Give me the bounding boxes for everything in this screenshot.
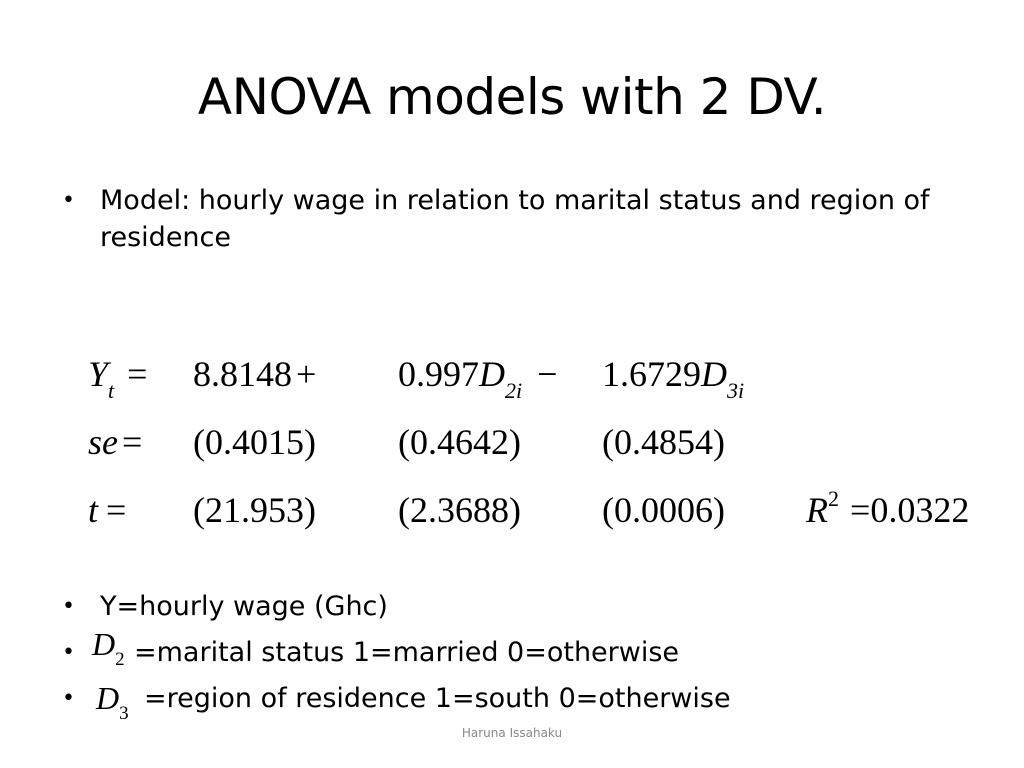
bullet-dot: • bbox=[62, 594, 75, 619]
d3-definition: =region of residence 1=south 0=otherwise bbox=[144, 683, 731, 714]
eq-row1-term1 bbox=[193, 352, 316, 396]
slide-title: ANOVA models with 2 DV. bbox=[197, 68, 827, 126]
r2-eq: = bbox=[850, 490, 871, 530]
r-squared bbox=[806, 488, 969, 537]
eq-row3-label bbox=[88, 488, 126, 532]
var-d3: D bbox=[701, 354, 727, 394]
d3-symbol: $D_3$ bbox=[96, 680, 129, 724]
var-d2: D bbox=[479, 354, 505, 394]
r2-value: 0.0322 bbox=[870, 490, 970, 530]
coef-d3: 1.6729 bbox=[602, 354, 701, 394]
slide-footer: Haruna Issahaku bbox=[461, 726, 563, 740]
coef-d2: 0.997 bbox=[398, 354, 479, 394]
bullet-dot: • bbox=[62, 686, 75, 711]
eq-row1-term3 bbox=[602, 352, 744, 401]
eq-row1-lhs bbox=[88, 352, 147, 401]
se-value-1: (0.4015) bbox=[193, 422, 316, 462]
sub-d2: 2i bbox=[505, 378, 523, 403]
op-plus: + bbox=[296, 354, 317, 394]
t-label: t bbox=[88, 490, 99, 530]
se-value-2: (0.4642) bbox=[398, 422, 521, 462]
t-value-2: (2.3688) bbox=[398, 490, 521, 530]
sub-d3: 3i bbox=[727, 378, 745, 403]
t-eq: = bbox=[106, 490, 127, 530]
bullet-dot: • bbox=[62, 640, 75, 665]
eq-row1-term2 bbox=[398, 352, 557, 401]
r2-var: R bbox=[806, 490, 828, 530]
se-value-3: (0.4854) bbox=[602, 422, 725, 462]
lhs-sub: t bbox=[108, 378, 115, 403]
lhs-var: Y bbox=[88, 354, 109, 394]
y-definition: Y=hourly wage (Ghc) bbox=[100, 591, 388, 622]
t-value-3: (0.0006) bbox=[602, 490, 725, 530]
se-label: se bbox=[88, 422, 118, 462]
d2-symbol: $D_2$ bbox=[92, 626, 125, 670]
r2-sup: 2 bbox=[828, 486, 839, 511]
se-eq: = bbox=[122, 422, 143, 462]
bullet-dot: • bbox=[62, 188, 75, 213]
lhs-eq: = bbox=[127, 354, 148, 394]
eq-row2-label bbox=[88, 420, 142, 464]
d2-definition: =marital status 1=married 0=otherwise bbox=[134, 637, 680, 668]
t-value-1: (21.953) bbox=[193, 490, 316, 530]
intro-bullet-text: Model: hourly wage in relation to marital status and region of residence bbox=[100, 185, 930, 253]
op-minus: − bbox=[537, 354, 558, 394]
intercept: 8.8148 bbox=[193, 354, 292, 394]
